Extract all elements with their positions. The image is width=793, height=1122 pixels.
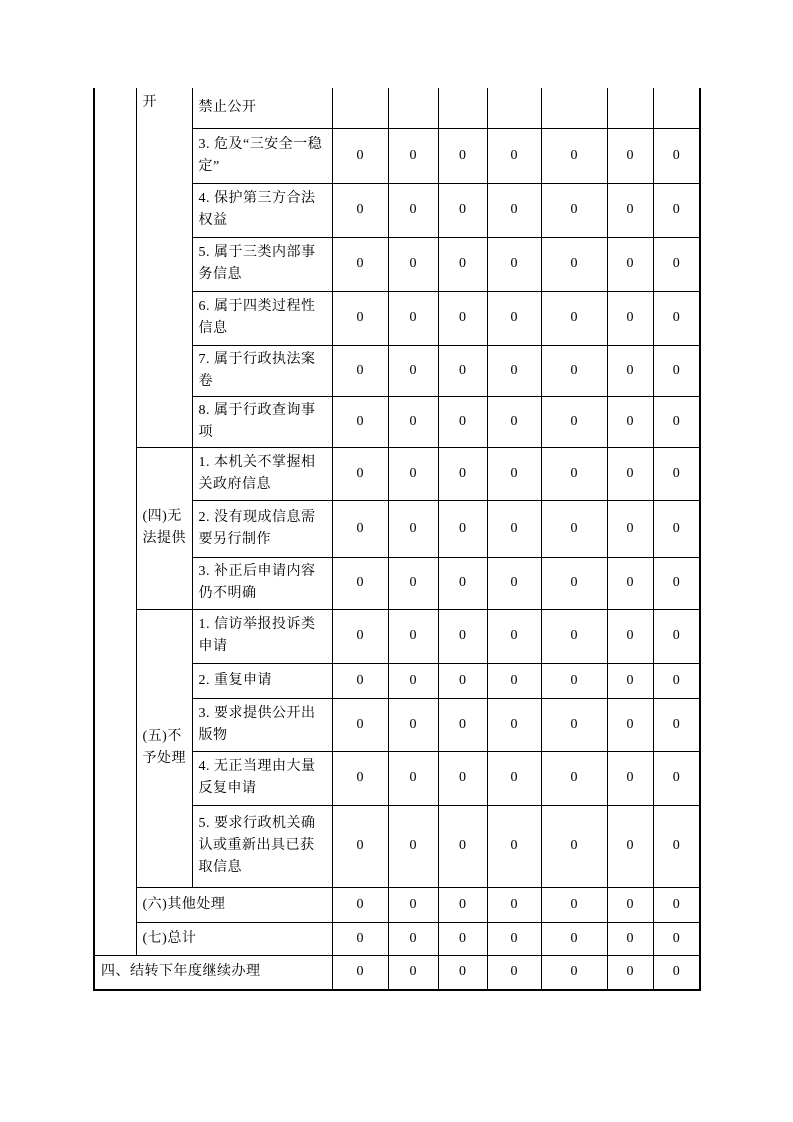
value-cell: 0 — [388, 500, 438, 557]
value-cell: 0 — [487, 887, 541, 922]
value-cell: 0 — [653, 922, 700, 955]
value-cell: 0 — [332, 609, 388, 663]
value-cell: 0 — [541, 345, 607, 396]
value-cell: 0 — [541, 698, 607, 751]
value-cell: 0 — [388, 805, 438, 887]
value-cell: 0 — [388, 128, 438, 183]
value-cell: 0 — [487, 922, 541, 955]
row-label-cell: 6. 属于四类过程性信息 — [192, 291, 332, 345]
value-cell: 0 — [541, 447, 607, 500]
row-label-cell: 2. 没有现成信息需要另行制作 — [192, 500, 332, 557]
value-cell: 0 — [332, 887, 388, 922]
value-cell: 0 — [438, 557, 487, 609]
value-cell — [607, 88, 653, 128]
value-cell: 0 — [607, 887, 653, 922]
value-cell: 0 — [388, 663, 438, 698]
value-cell: 0 — [487, 447, 541, 500]
value-cell: 0 — [487, 609, 541, 663]
value-cell: 0 — [438, 291, 487, 345]
value-cell: 0 — [607, 396, 653, 447]
value-cell: 0 — [653, 237, 700, 291]
value-cell: 0 — [653, 887, 700, 922]
table-row — [94, 922, 700, 955]
value-cell: 0 — [487, 183, 541, 237]
section-7-label-cell: (七)总计 — [136, 922, 332, 955]
value-cell: 0 — [487, 291, 541, 345]
value-cell: 0 — [438, 955, 487, 990]
value-cell: 0 — [388, 698, 438, 751]
value-cell: 0 — [607, 805, 653, 887]
value-cell: 0 — [487, 663, 541, 698]
value-cell: 0 — [607, 237, 653, 291]
value-cell: 0 — [607, 345, 653, 396]
value-cell: 0 — [487, 237, 541, 291]
section-6-label-cell: (六)其他处理 — [136, 887, 332, 922]
table-row — [94, 88, 700, 128]
section-5-label-cell: (五)不予处理 — [136, 609, 192, 887]
annual-report-table — [93, 88, 701, 991]
value-cell: 0 — [438, 500, 487, 557]
value-cell: 0 — [332, 557, 388, 609]
value-cell: 0 — [438, 887, 487, 922]
table-row — [94, 447, 700, 500]
value-cell: 0 — [607, 698, 653, 751]
value-cell: 0 — [487, 557, 541, 609]
row-label-cell: 5. 要求行政机关确认或重新出具已获取信息 — [192, 805, 332, 887]
table-row — [94, 609, 700, 663]
value-cell: 0 — [438, 396, 487, 447]
value-cell — [388, 88, 438, 128]
value-cell: 0 — [438, 698, 487, 751]
value-cell: 0 — [332, 922, 388, 955]
value-cell: 0 — [541, 500, 607, 557]
value-cell: 0 — [653, 955, 700, 990]
value-cell: 0 — [487, 345, 541, 396]
row-label-cell: 1. 信访举报投诉类申请 — [192, 609, 332, 663]
value-cell — [487, 88, 541, 128]
value-cell: 0 — [438, 805, 487, 887]
value-cell: 0 — [653, 663, 700, 698]
row-label-cell: 禁止公开 — [192, 88, 332, 128]
value-cell: 0 — [607, 128, 653, 183]
value-cell: 0 — [388, 183, 438, 237]
row-label-cell: 1. 本机关不掌握相关政府信息 — [192, 447, 332, 500]
carryover-label-cell: 四、结转下年度继续办理 — [94, 955, 332, 990]
value-cell: 0 — [388, 345, 438, 396]
row-label-cell: 8. 属于行政查询事项 — [192, 396, 332, 447]
value-cell: 0 — [487, 751, 541, 805]
table-row — [94, 887, 700, 922]
value-cell: 0 — [332, 396, 388, 447]
value-cell: 0 — [607, 447, 653, 500]
value-cell: 0 — [332, 237, 388, 291]
value-cell: 0 — [653, 751, 700, 805]
value-cell: 0 — [388, 955, 438, 990]
value-cell — [438, 88, 487, 128]
value-cell: 0 — [438, 751, 487, 805]
value-cell: 0 — [487, 805, 541, 887]
row-label-cell: 3. 要求提供公开出版物 — [192, 698, 332, 751]
value-cell: 0 — [653, 396, 700, 447]
value-cell — [541, 88, 607, 128]
value-cell: 0 — [541, 663, 607, 698]
value-cell: 0 — [541, 291, 607, 345]
row-label-cell: 7. 属于行政执法案卷 — [192, 345, 332, 396]
section-3-continuation-cell: 开 — [136, 88, 192, 447]
value-cell: 0 — [541, 128, 607, 183]
value-cell: 0 — [332, 128, 388, 183]
row-label-cell: 4. 无正当理由大量反复申请 — [192, 751, 332, 805]
value-cell — [332, 88, 388, 128]
value-cell: 0 — [388, 887, 438, 922]
value-cell: 0 — [541, 887, 607, 922]
value-cell: 0 — [388, 291, 438, 345]
section-4-label-cell: (四)无法提供 — [136, 447, 192, 609]
value-cell: 0 — [332, 698, 388, 751]
value-cell: 0 — [653, 447, 700, 500]
value-cell: 0 — [653, 609, 700, 663]
row-label-cell: 3. 补正后申请内容仍不明确 — [192, 557, 332, 609]
value-cell: 0 — [438, 345, 487, 396]
value-cell: 0 — [607, 609, 653, 663]
row-label-cell: 3. 危及“三安全一稳定” — [192, 128, 332, 183]
value-cell: 0 — [541, 183, 607, 237]
value-cell: 0 — [607, 663, 653, 698]
value-cell: 0 — [388, 922, 438, 955]
value-cell: 0 — [607, 751, 653, 805]
row-label-cell: 4. 保护第三方合法权益 — [192, 183, 332, 237]
value-cell: 0 — [653, 291, 700, 345]
row-label-cell: 2. 重复申请 — [192, 663, 332, 698]
value-cell: 0 — [607, 955, 653, 990]
value-cell: 0 — [332, 663, 388, 698]
value-cell: 0 — [388, 751, 438, 805]
value-cell — [653, 88, 700, 128]
value-cell: 0 — [653, 183, 700, 237]
value-cell: 0 — [388, 237, 438, 291]
value-cell: 0 — [438, 609, 487, 663]
value-cell: 0 — [487, 698, 541, 751]
value-cell: 0 — [541, 557, 607, 609]
value-cell: 0 — [653, 500, 700, 557]
value-cell: 0 — [653, 128, 700, 183]
value-cell: 0 — [438, 922, 487, 955]
value-cell: 0 — [388, 396, 438, 447]
value-cell: 0 — [607, 922, 653, 955]
value-cell: 0 — [607, 557, 653, 609]
value-cell: 0 — [332, 183, 388, 237]
value-cell: 0 — [438, 237, 487, 291]
value-cell: 0 — [332, 291, 388, 345]
value-cell: 0 — [541, 396, 607, 447]
value-cell: 0 — [541, 751, 607, 805]
value-cell: 0 — [438, 128, 487, 183]
value-cell: 0 — [607, 291, 653, 345]
value-cell: 0 — [388, 609, 438, 663]
value-cell: 0 — [607, 500, 653, 557]
value-cell: 0 — [541, 922, 607, 955]
row-label-cell: 5. 属于三类内部事务信息 — [192, 237, 332, 291]
value-cell: 0 — [438, 447, 487, 500]
value-cell: 0 — [487, 128, 541, 183]
value-cell: 0 — [332, 955, 388, 990]
value-cell: 0 — [653, 557, 700, 609]
value-cell: 0 — [388, 447, 438, 500]
value-cell: 0 — [388, 557, 438, 609]
value-cell: 0 — [653, 345, 700, 396]
value-cell: 0 — [487, 396, 541, 447]
table-row — [94, 955, 700, 990]
value-cell: 0 — [332, 500, 388, 557]
value-cell: 0 — [653, 698, 700, 751]
value-cell: 0 — [332, 447, 388, 500]
value-cell: 0 — [653, 805, 700, 887]
value-cell: 0 — [541, 609, 607, 663]
category-continuation-cell — [94, 88, 136, 955]
value-cell: 0 — [607, 183, 653, 237]
value-cell: 0 — [332, 345, 388, 396]
value-cell: 0 — [541, 805, 607, 887]
value-cell: 0 — [438, 183, 487, 237]
value-cell: 0 — [438, 663, 487, 698]
value-cell: 0 — [332, 805, 388, 887]
value-cell: 0 — [541, 955, 607, 990]
value-cell: 0 — [541, 237, 607, 291]
value-cell: 0 — [487, 500, 541, 557]
value-cell: 0 — [487, 955, 541, 990]
value-cell: 0 — [332, 751, 388, 805]
